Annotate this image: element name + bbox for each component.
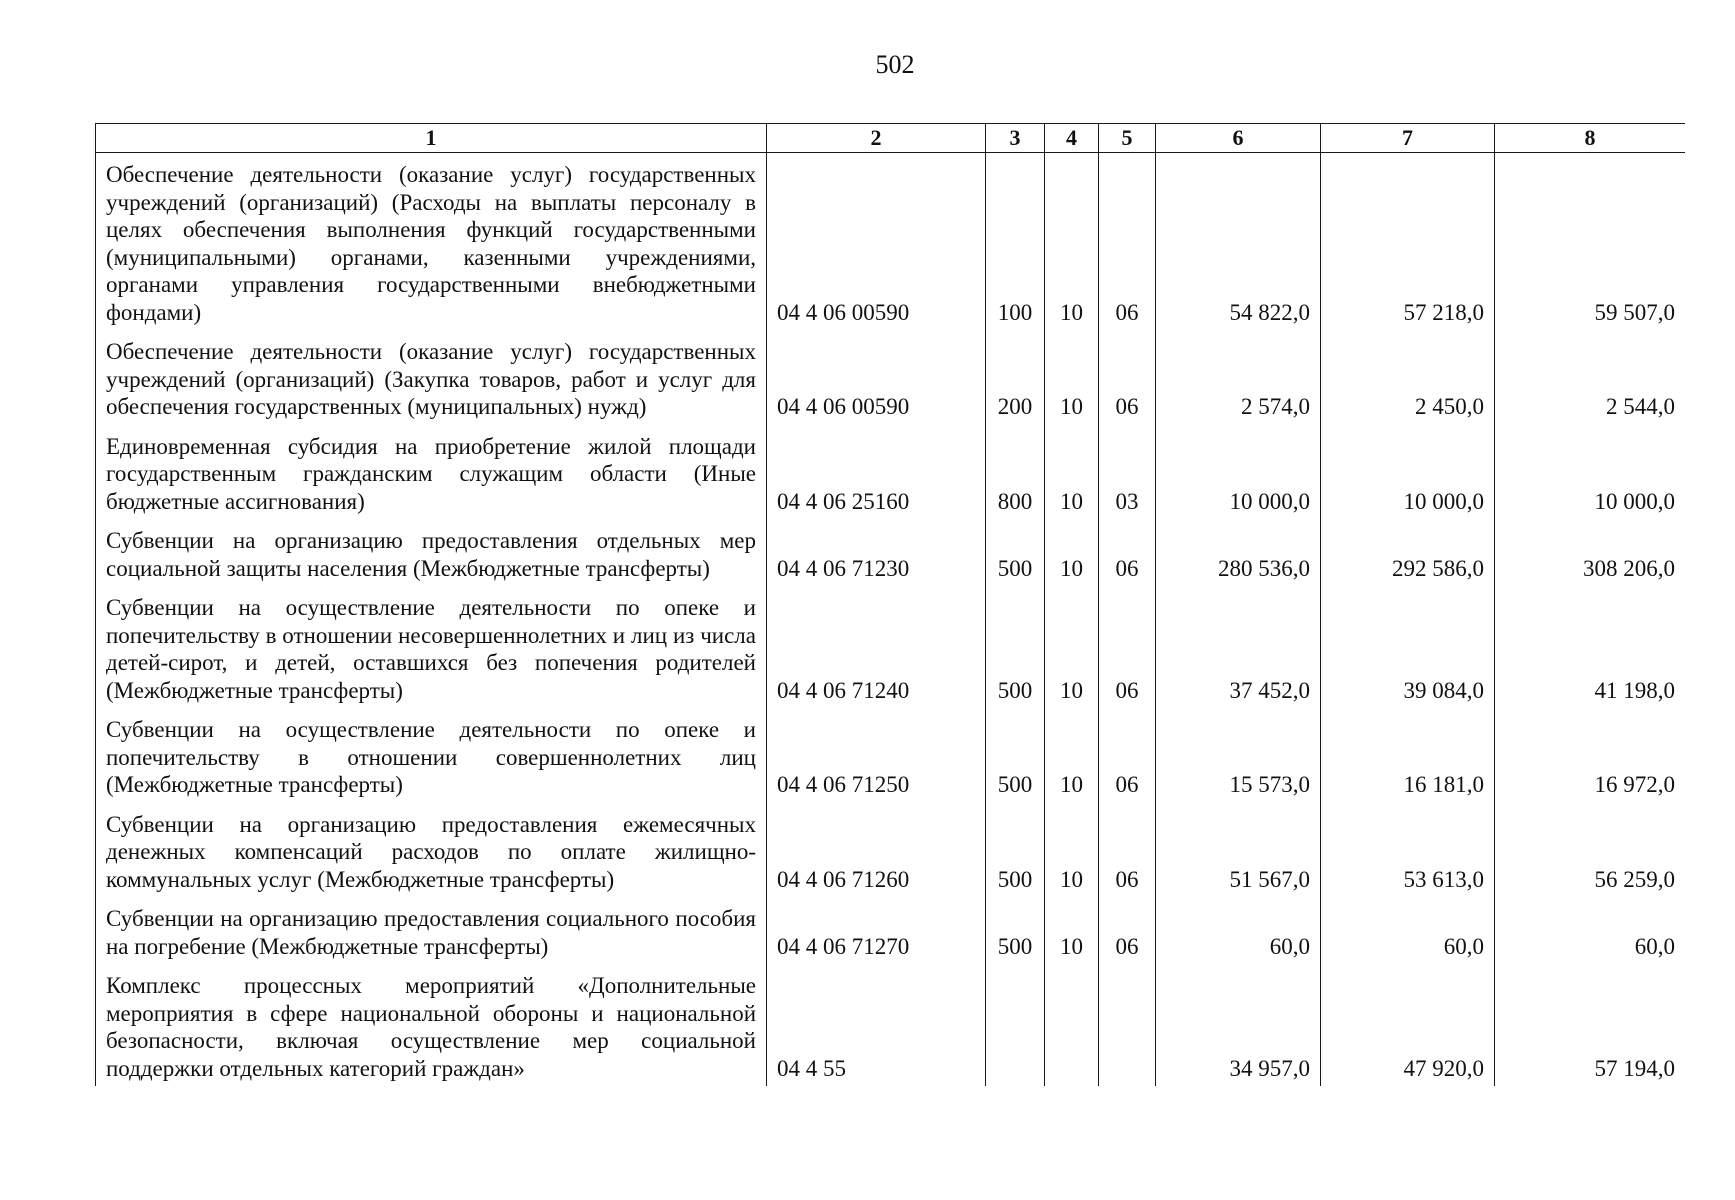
budget-table [95, 123, 1685, 1086]
table-row [96, 586, 1686, 708]
target-code-cell: 04 4 06 71260 [767, 803, 986, 898]
amount-col8-cell: 56 259,0 [1495, 803, 1686, 898]
row-name-cell: Субвенции на осуществление деятельности по опеке и попечительству в отношении несовершеннолетних и лиц из числа детей-сирот, и детей, оставшихся без попечения родителей (Межбюджетные трансферты) [96, 586, 767, 708]
table-row [96, 897, 1686, 964]
amount-col8-cell: 41 198,0 [1495, 586, 1686, 708]
column-header-5: 5 [1099, 124, 1156, 153]
expense-type-cell: 500 [986, 803, 1045, 898]
row-name-cell: Субвенции на организацию предоставления социального пособия на погребение (Межбюджетные трансферты) [96, 897, 767, 964]
row-name-cell: Субвенции на организацию предоставления отдельных мер социальной защиты населения (Межбюджетные трансферты) [96, 519, 767, 586]
column-header-3: 3 [986, 124, 1045, 153]
subsection-cell [1099, 964, 1156, 1086]
subsection-cell: 06 [1099, 153, 1156, 331]
subsection-cell: 06 [1099, 519, 1156, 586]
row-name-cell: Комплекс процессных мероприятий «Дополнительные мероприятия в сфере национальной обороны и национальной безопасности, включая осуществление мер социальной поддержки отдельных категорий граждан» [96, 964, 767, 1086]
subsection-cell: 06 [1099, 708, 1156, 803]
expense-type-cell: 100 [986, 153, 1045, 331]
expense-type-cell: 500 [986, 897, 1045, 964]
budget-table-container [95, 123, 1685, 1133]
subsection-cell: 06 [1099, 586, 1156, 708]
section-cell: 10 [1045, 153, 1099, 331]
target-code-cell: 04 4 06 25160 [767, 425, 986, 520]
amount-col6-cell: 280 536,0 [1156, 519, 1321, 586]
column-header-8: 8 [1495, 124, 1686, 153]
amount-col6-cell: 10 000,0 [1156, 425, 1321, 520]
amount-col8-cell: 57 194,0 [1495, 964, 1686, 1086]
amount-col7-cell: 47 920,0 [1321, 964, 1495, 1086]
amount-col8-cell: 59 507,0 [1495, 153, 1686, 331]
expense-type-cell: 800 [986, 425, 1045, 520]
section-cell: 10 [1045, 708, 1099, 803]
section-cell: 10 [1045, 330, 1099, 425]
table-row [96, 519, 1686, 586]
column-header-4: 4 [1045, 124, 1099, 153]
target-code-cell: 04 4 06 71240 [767, 586, 986, 708]
column-header-6: 6 [1156, 124, 1321, 153]
amount-col7-cell: 57 218,0 [1321, 153, 1495, 331]
expense-type-cell [986, 964, 1045, 1086]
row-name-cell: Обеспечение деятельности (оказание услуг) государственных учреждений (организаций) (Закупка товаров, работ и услуг для обеспечения государственных (муниципальных) нужд) [96, 330, 767, 425]
section-cell [1045, 964, 1099, 1086]
table-row [96, 425, 1686, 520]
subsection-cell: 03 [1099, 425, 1156, 520]
amount-col7-cell: 53 613,0 [1321, 803, 1495, 898]
row-name-cell: Единовременная субсидия на приобретение жилой площади государственным гражданским служащим области (Иные бюджетные ассигнования) [96, 425, 767, 520]
row-name-cell: Субвенции на организацию предоставления ежемесячных денежных компенсаций расходов по оплате жилищно-коммунальных услуг (Межбюджетные трансферты) [96, 803, 767, 898]
amount-col6-cell: 37 452,0 [1156, 586, 1321, 708]
target-code-cell: 04 4 06 00590 [767, 153, 986, 331]
table-row [96, 153, 1686, 331]
target-code-cell: 04 4 06 71250 [767, 708, 986, 803]
amount-col8-cell: 60,0 [1495, 897, 1686, 964]
section-cell: 10 [1045, 897, 1099, 964]
section-cell: 10 [1045, 519, 1099, 586]
row-name-cell: Субвенции на осуществление деятельности по опеке и попечительству в отношении совершеннолетних лиц (Межбюджетные трансферты) [96, 708, 767, 803]
amount-col6-cell: 51 567,0 [1156, 803, 1321, 898]
section-cell: 10 [1045, 586, 1099, 708]
amount-col7-cell: 2 450,0 [1321, 330, 1495, 425]
row-name-cell: Обеспечение деятельности (оказание услуг) государственных учреждений (организаций) (Расходы на выплаты персоналу в целях обеспечения выполнения функций государственными (муниципальными) органами, казенными учреждениями, органами управления государственными внебюджетными фондами) [96, 153, 767, 331]
amount-col7-cell: 60,0 [1321, 897, 1495, 964]
target-code-cell: 04 4 06 00590 [767, 330, 986, 425]
amount-col6-cell: 34 957,0 [1156, 964, 1321, 1086]
target-code-cell: 04 4 55 [767, 964, 986, 1086]
table-header-row [96, 124, 1686, 153]
amount-col6-cell: 2 574,0 [1156, 330, 1321, 425]
amount-col6-cell: 54 822,0 [1156, 153, 1321, 331]
subsection-cell: 06 [1099, 803, 1156, 898]
section-cell: 10 [1045, 803, 1099, 898]
table-row [96, 803, 1686, 898]
table-row [96, 330, 1686, 425]
expense-type-cell: 500 [986, 519, 1045, 586]
target-code-cell: 04 4 06 71230 [767, 519, 986, 586]
amount-col7-cell: 16 181,0 [1321, 708, 1495, 803]
column-header-1: 1 [96, 124, 767, 153]
table-row [96, 964, 1686, 1086]
page-number: 502 [875, 50, 915, 79]
amount-col7-cell: 292 586,0 [1321, 519, 1495, 586]
column-header-7: 7 [1321, 124, 1495, 153]
amount-col7-cell: 10 000,0 [1321, 425, 1495, 520]
amount-col7-cell: 39 084,0 [1321, 586, 1495, 708]
amount-col8-cell: 2 544,0 [1495, 330, 1686, 425]
table-row [96, 708, 1686, 803]
expense-type-cell: 200 [986, 330, 1045, 425]
amount-col6-cell: 15 573,0 [1156, 708, 1321, 803]
amount-col8-cell: 16 972,0 [1495, 708, 1686, 803]
column-header-2: 2 [767, 124, 986, 153]
amount-col8-cell: 10 000,0 [1495, 425, 1686, 520]
amount-col6-cell: 60,0 [1156, 897, 1321, 964]
subsection-cell: 06 [1099, 330, 1156, 425]
target-code-cell: 04 4 06 71270 [767, 897, 986, 964]
subsection-cell: 06 [1099, 897, 1156, 964]
amount-col8-cell: 308 206,0 [1495, 519, 1686, 586]
section-cell: 10 [1045, 425, 1099, 520]
expense-type-cell: 500 [986, 708, 1045, 803]
expense-type-cell: 500 [986, 586, 1045, 708]
